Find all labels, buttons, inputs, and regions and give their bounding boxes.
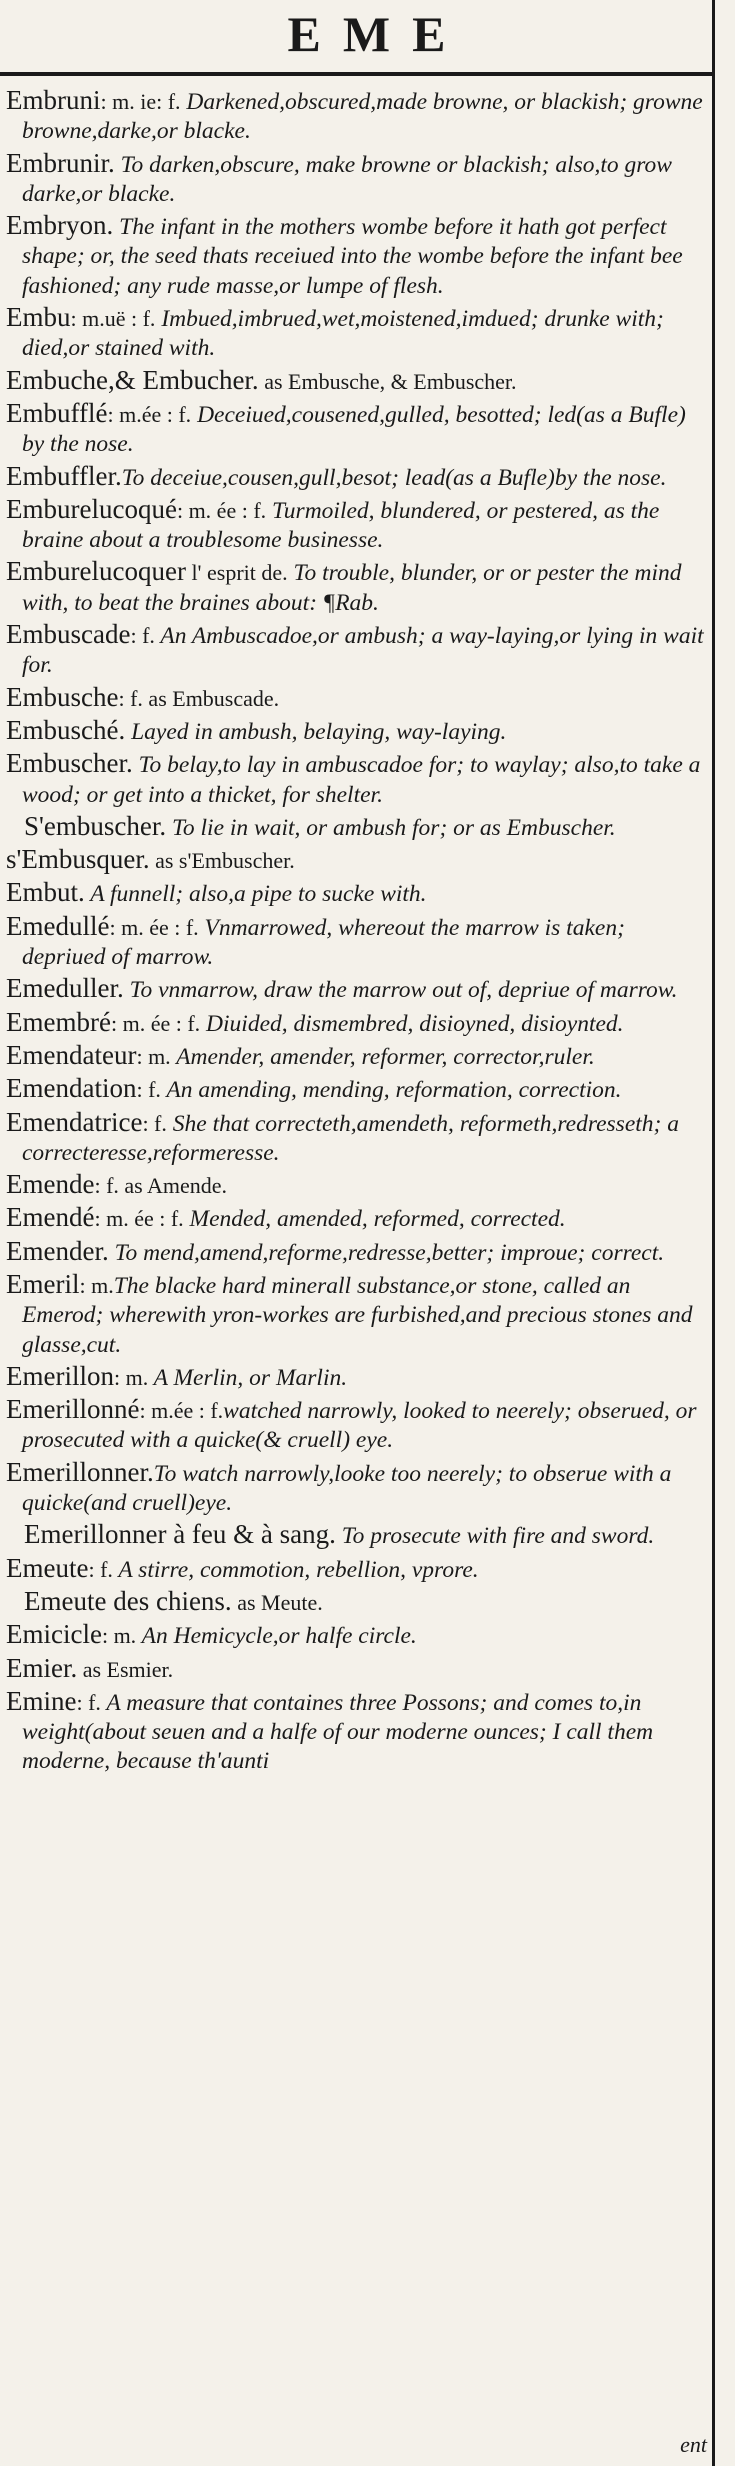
dictionary-entry <box>6 683 706 714</box>
headword: Embusche <box>6 681 119 712</box>
grammar-note: : f. as Amende. <box>94 1173 228 1199</box>
headword: Emendation <box>6 1073 137 1104</box>
definition: To watch narrowly,looke too neerely; to obserue with a quicke(and cruell)eye. <box>22 1460 672 1517</box>
headword: Emerillonner. <box>6 1456 154 1487</box>
definition: To vnmarrow, draw the marrow out of, depriue of marrow. <box>123 977 678 1004</box>
headword: Emeduller. <box>6 973 124 1004</box>
headword: Embruni <box>6 85 101 115</box>
definition: An amending, mending, reformation, correction. <box>160 1077 622 1104</box>
headword: Emendé <box>6 1202 95 1233</box>
definition: A measure that containes three Possons; and comes to,in weight(about seuen and a halfe of our moderne ounces; I call them moderne, because th'aunti <box>22 1689 654 1775</box>
dictionary-entry <box>6 1237 706 1268</box>
dictionary-entry <box>6 1170 706 1201</box>
headword: Emicicle <box>6 1619 102 1650</box>
entry-list <box>6 86 706 1779</box>
dictionary-entry <box>6 812 706 843</box>
headword: Embusché. <box>6 714 126 745</box>
dictionary-entry <box>6 1362 706 1393</box>
grammar-note: : m. <box>113 1364 149 1390</box>
headword: Emburelucoquer <box>6 556 186 587</box>
definition: Mended, amended, reformed, corrected. <box>183 1206 566 1233</box>
headword: Embut. <box>6 877 85 908</box>
dictionary-entry <box>6 86 706 147</box>
definition: Darkened,obscured,made browne, or blackish; growne browne,darke,or blacke. <box>22 89 703 145</box>
dictionary-entry <box>6 1203 706 1234</box>
headword: s'Embusquer. <box>6 844 150 875</box>
grammar-note: : f. <box>136 1077 161 1103</box>
dictionary-entry <box>6 974 706 1005</box>
dictionary-entry <box>6 557 706 618</box>
headword: Emender. <box>6 1235 109 1266</box>
headword: Emerillon <box>6 1360 114 1391</box>
definition: Deceiued,cousened,gulled, besotted; led(as a Bufle) by the nose. <box>22 401 686 458</box>
grammar-note: as s'Embuscher. <box>149 848 295 874</box>
headword: Embuscade <box>6 619 131 650</box>
definition: A funnell; also,a pipe to sucke with. <box>84 881 427 908</box>
dictionary-entry <box>6 1520 706 1551</box>
dictionary-entry <box>6 912 706 973</box>
definition: Diuided, dismembred, disioyned, disioynted. <box>200 1010 624 1037</box>
headword: Emeute des chiens. <box>24 1585 232 1616</box>
dictionary-entry <box>6 620 706 681</box>
headword: Emembré <box>6 1006 111 1037</box>
definition: A stirre, commotion, rebellion, vprore. <box>112 1556 479 1583</box>
headword: Emier. <box>6 1652 78 1683</box>
grammar-note: : m.ée : f. <box>107 401 192 427</box>
headword: Emedullé <box>6 910 110 941</box>
headword: Embuscher. <box>6 748 133 779</box>
dictionary-entry <box>6 716 706 747</box>
headword: S'embuscher. <box>24 810 167 841</box>
definition: The infant in the mothers wombe before it hath got perfect shape; or, the seed thats receiued into the wombe before the infant bee fashioned; any rude masse,or lumpe of flesh. <box>22 214 683 299</box>
grammar-note: : m. <box>101 1623 137 1649</box>
headword: Embufflé <box>6 397 108 428</box>
grammar-note: : m. <box>136 1043 171 1069</box>
definition: watched narrowly, looked to neerely; obserued, or prosecuted with a quicke(& cruell) eye. <box>22 1398 697 1454</box>
headword: Emburelucoqué <box>6 493 177 524</box>
dictionary-entry <box>6 878 706 909</box>
headword: Embuche,& Embucher. <box>6 364 259 395</box>
grammar-note: : m. ée : f. <box>94 1206 184 1232</box>
definition: An Ambuscadoe,or ambush; a way-laying,or lying in wait for. <box>22 623 704 679</box>
dictionary-entry <box>6 1270 706 1360</box>
page-header: EME <box>287 6 468 62</box>
definition: To mend,amend,reforme,redresse,better; improue; correct. <box>108 1239 665 1266</box>
definition: Turmoiled, blundered, or pestered, as the braine about a troublesome businesse. <box>22 497 660 554</box>
dictionary-entry <box>6 303 706 364</box>
definition: Vnmarrowed, whereout the marrow is taken; depriued of marrow. <box>22 914 625 971</box>
definition: Amender, amender, reformer, corrector,ruler. <box>170 1043 595 1070</box>
definition: To darken,obscure, make browne or blackish; also,to grow darke,or blacke. <box>22 151 672 207</box>
grammar-note: : f. as Embuscade. <box>118 685 280 711</box>
headword: Embryon. <box>6 210 114 241</box>
dictionary-entry <box>6 366 706 397</box>
grammar-note: : m. ée : f. <box>110 1010 201 1036</box>
grammar-note: : m.ée : f. <box>139 1398 224 1424</box>
grammar-note: : f. <box>88 1556 113 1582</box>
headword: Emendateur <box>6 1039 137 1070</box>
grammar-note: as Meute. <box>231 1589 323 1615</box>
definition: Layed in ambush, belaying, way-laying. <box>125 718 507 745</box>
dictionary-entry <box>6 1108 706 1169</box>
dictionary-entry <box>6 1074 706 1105</box>
grammar-note: : m. <box>79 1272 114 1298</box>
headword: Emine <box>6 1685 77 1716</box>
grammar-note: as Esmier. <box>77 1656 174 1682</box>
grammar-note: : m.uë : f. <box>70 306 156 332</box>
catchword: ent <box>680 2432 707 2457</box>
definition: An Hemicycle,or halfe circle. <box>136 1623 417 1650</box>
dictionary-entry <box>6 1654 706 1685</box>
definition: To trouble, blunder, or or pester the mind with, to beat the braines about: ¶Rab. <box>22 560 682 616</box>
dictionary-entry <box>6 845 706 876</box>
definition: To prosecute with fire and sword. <box>335 1523 655 1550</box>
grammar-note: as Embusche, & Embuscher. <box>258 368 517 394</box>
dictionary-entry <box>6 211 706 301</box>
grammar-note: : m. ée : f. <box>109 914 199 940</box>
dictionary-entry <box>6 1395 706 1456</box>
definition: The blacke hard minerall substance,or stone, called an Emerod; wherewith yron-workes are furbished,and precious stones and glasse,cut. <box>22 1272 693 1358</box>
dictionary-entry <box>6 149 706 210</box>
dictionary-entry <box>6 749 706 810</box>
definition: She that correcteth,amendeth, reformeth,redresseth; a correcteresse,reformeresse. <box>22 1110 679 1166</box>
grammar-note: : f. <box>76 1689 101 1715</box>
dictionary-entry <box>6 1620 706 1651</box>
grammar-note: l' esprit de. <box>185 560 288 586</box>
grammar-note: : m. ie: f. <box>100 89 181 114</box>
grammar-note: : f. <box>130 623 155 649</box>
headword: Embuffler. <box>6 460 122 491</box>
column-rule <box>712 0 715 2466</box>
dictionary-entry <box>6 1041 706 1072</box>
definition: A Merlin, or Marlin. <box>148 1364 348 1391</box>
grammar-note: : f. <box>142 1110 167 1136</box>
headword: Emende <box>6 1169 95 1200</box>
headword: Emeute <box>6 1552 89 1583</box>
dictionary-entry <box>6 1008 706 1039</box>
definition: Imbued,imbrued,wet,moistened,imdued; drunke with; died,or stained with. <box>22 306 664 362</box>
definition: To lie in wait, or ambush for; or as Embuscher. <box>166 814 616 841</box>
header-rule <box>0 72 712 76</box>
headword: Embu <box>6 302 71 333</box>
dictionary-entry <box>6 1687 706 1777</box>
headword: Emeril <box>6 1268 80 1299</box>
definition: To belay,to lay in ambuscadoe for; to waylay; also,to take a wood; or get into a thicket, for shelter. <box>22 752 701 808</box>
grammar-note: : m. ée : f. <box>176 497 267 523</box>
dictionary-entry <box>6 462 706 493</box>
dictionary-entry <box>6 495 706 556</box>
headword: Emerillonner à feu & à sang. <box>24 1519 336 1550</box>
dictionary-entry <box>6 1587 706 1618</box>
definition: To deceiue,cousen,gull,besot; lead(as a Bufle)by the nose. <box>121 464 667 491</box>
dictionary-entry <box>6 1458 706 1519</box>
headword: Emendatrice <box>6 1106 143 1137</box>
dictionary-entry <box>6 1554 706 1585</box>
headword: Emerillonné <box>6 1394 140 1425</box>
headword: Embrunir. <box>6 147 115 178</box>
dictionary-entry <box>6 399 706 460</box>
